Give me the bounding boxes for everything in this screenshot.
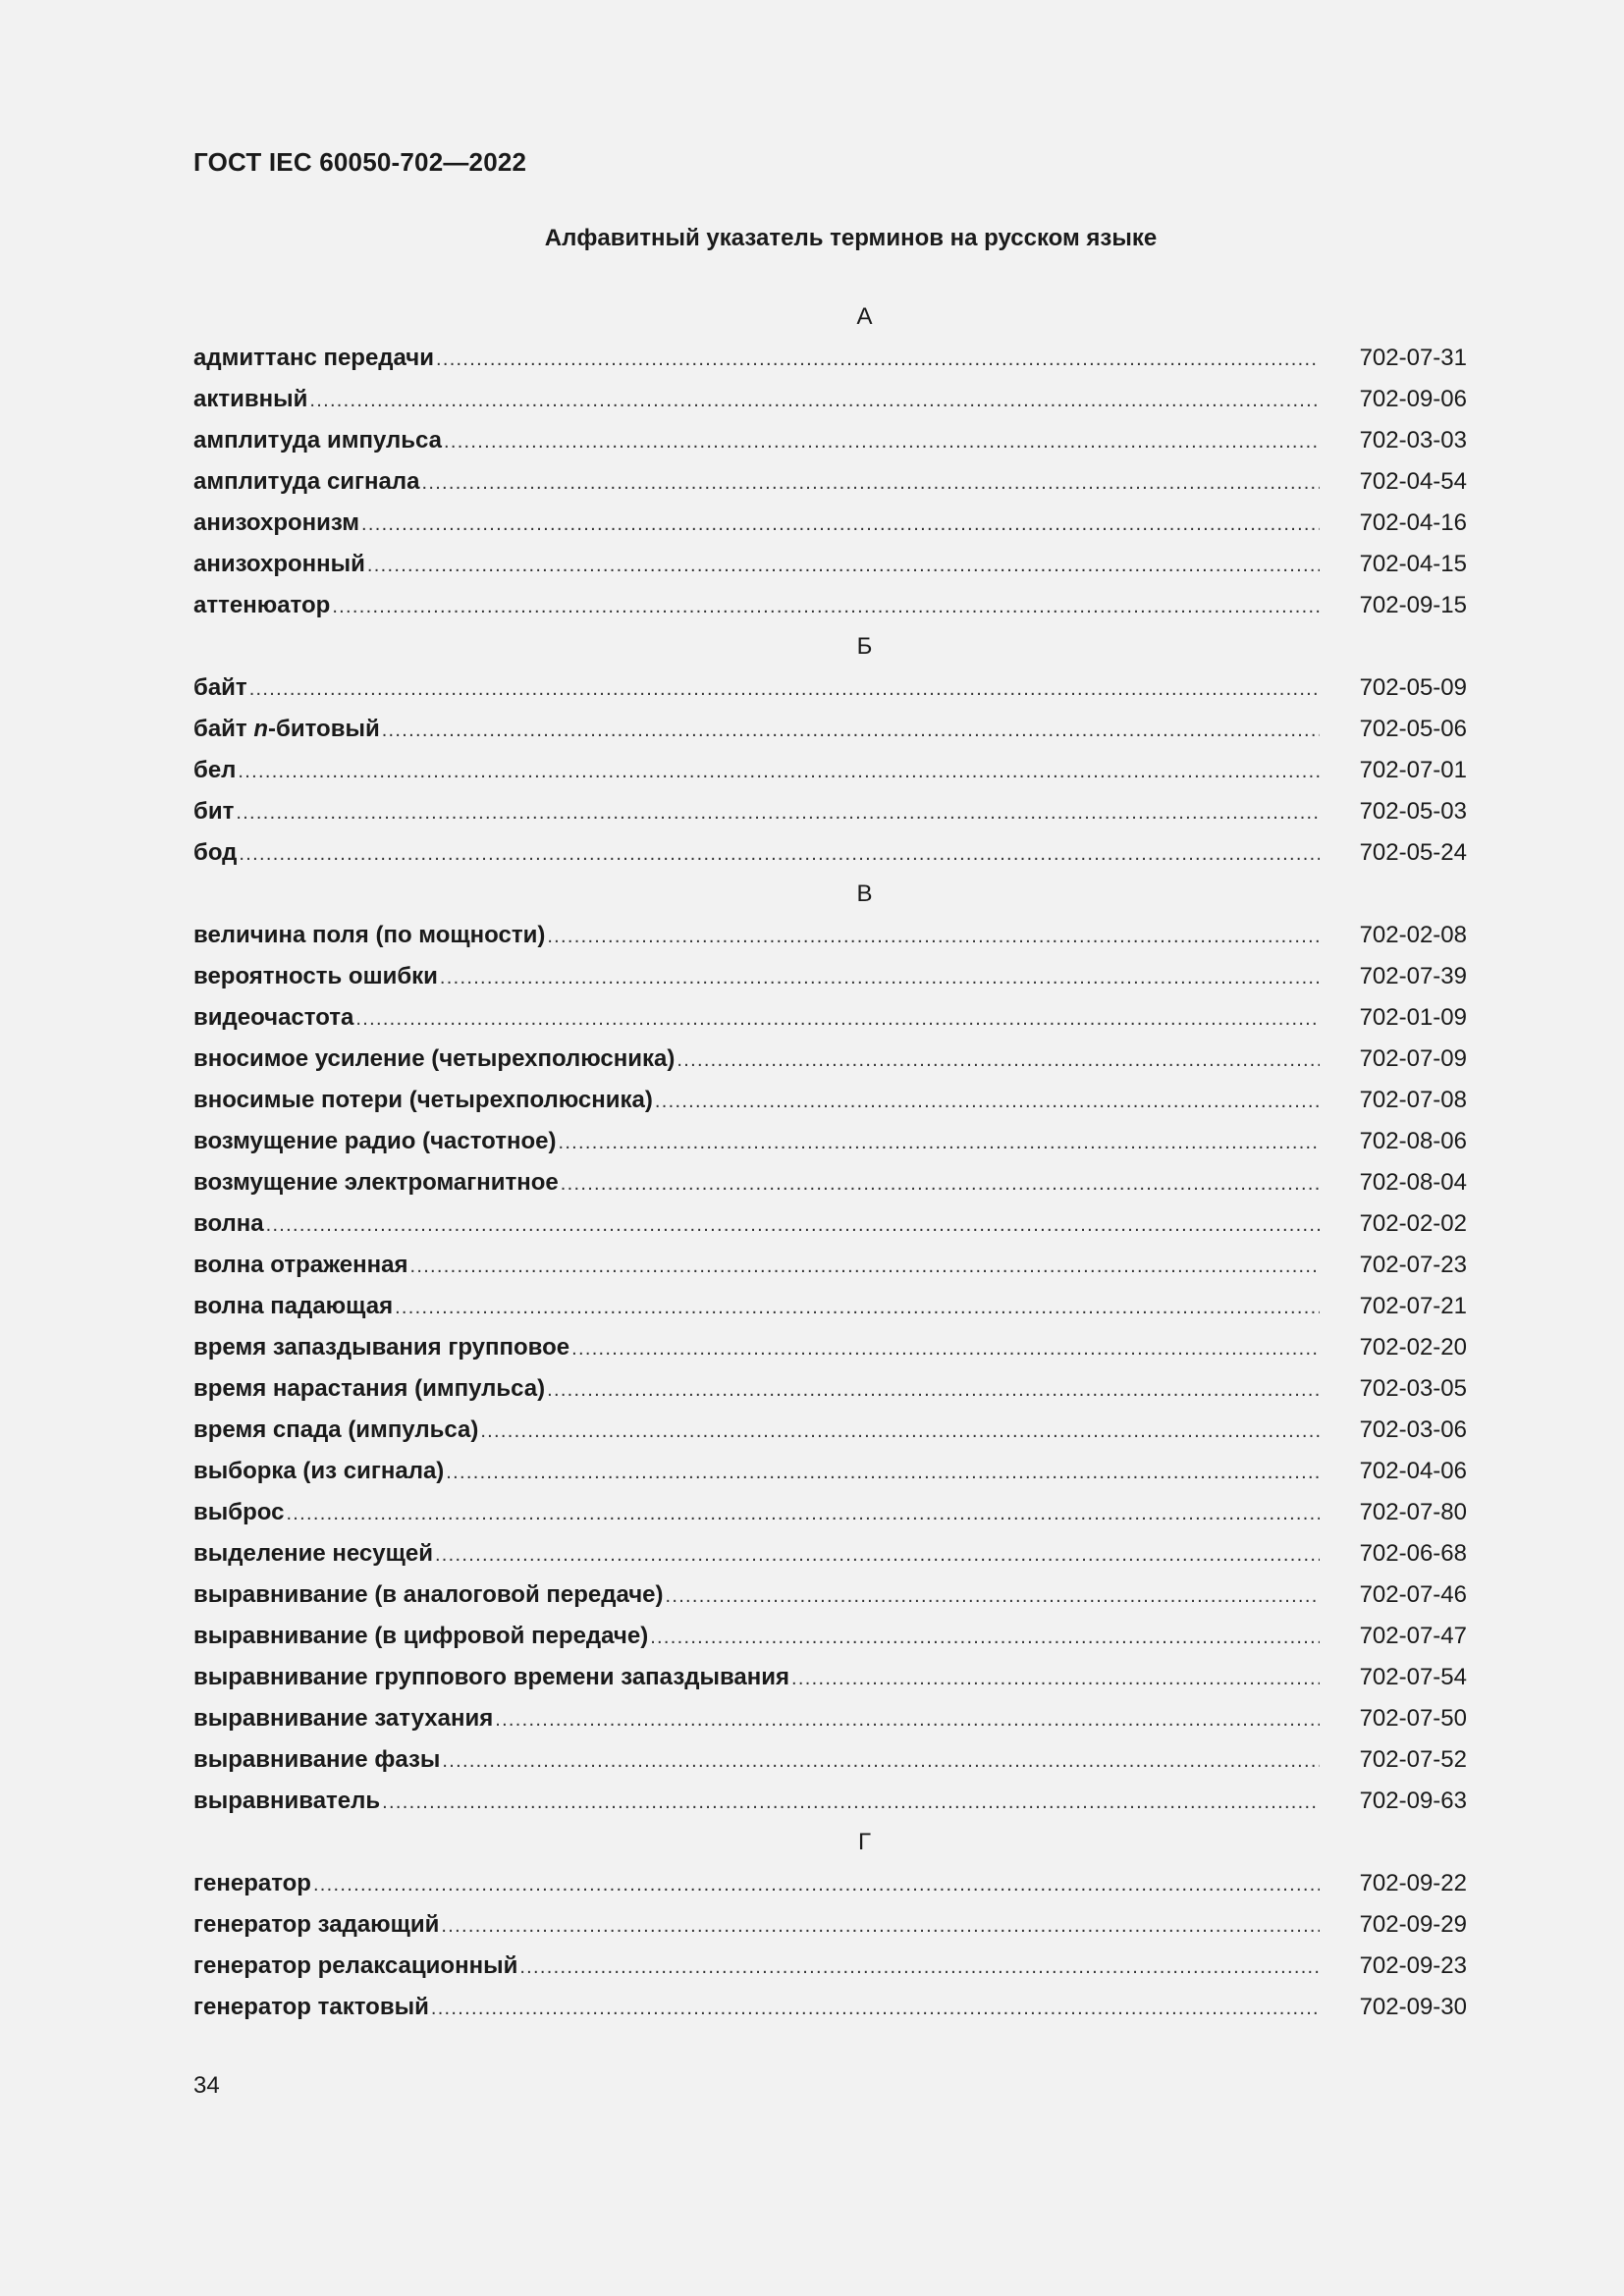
entry-term: байт [193,674,247,701]
index-entry [193,1575,1467,1616]
entry-term: адмиттанс передачи [193,345,434,371]
entry-term: бит [193,798,235,825]
entry-code: 702-07-09 [1359,1045,1467,1072]
entry-code: 702-03-06 [1359,1416,1467,1443]
index-entry [193,1410,1467,1451]
index-entry [193,1368,1467,1410]
entry-code: 702-07-47 [1359,1623,1467,1649]
entry-code: 702-07-21 [1359,1293,1467,1319]
entry-term: генератор релаксационный [193,1952,518,1979]
index-entry [193,1698,1467,1739]
entry-term [193,709,382,750]
dot-leader [655,1081,1320,1122]
entry-code: 702-05-24 [1359,839,1467,866]
entry-code: 702-09-23 [1359,1952,1467,1979]
entry-term: вносимые потери (четырехполюсника) [193,1087,653,1113]
dot-leader [367,545,1320,586]
dot-leader [519,1947,1320,1988]
index-entry [193,1451,1467,1492]
entry-code: 702-08-06 [1359,1128,1467,1154]
dot-leader [395,1287,1320,1328]
index-entry [193,750,1467,791]
entry-term: волна [193,1210,264,1237]
index-entry [193,832,1467,874]
entry-term: выброс [193,1499,285,1525]
entry-code: 702-02-08 [1359,922,1467,948]
entry-term: время запаздывания групповое [193,1334,570,1361]
index-entry [193,791,1467,832]
index-entry [193,915,1467,956]
entry-code: 702-07-08 [1359,1087,1467,1113]
index-entry [193,1657,1467,1698]
entry-code: 702-07-39 [1359,963,1467,989]
index-entry [193,1987,1467,2028]
entry-term: амплитуда импульса [193,427,442,454]
section-letter-v: В [856,881,873,907]
index-entry [193,1203,1467,1245]
dot-leader [309,380,1320,421]
index-entry [193,956,1467,997]
entry-code: 702-07-54 [1359,1664,1467,1690]
entry-term: волна падающая [193,1293,394,1319]
entry-code: 702-04-15 [1359,551,1467,577]
entry-code: 702-09-30 [1359,1994,1467,2020]
index-entry [193,1904,1467,1946]
dot-leader [313,1864,1320,1905]
dot-leader [480,1411,1320,1452]
entry-code: 702-07-52 [1359,1746,1467,1773]
entry-code: 702-06-68 [1359,1540,1467,1567]
entry-code: 702-04-16 [1359,509,1467,536]
dot-leader [650,1617,1320,1658]
entry-term: бел [193,757,237,783]
entry-code: 702-09-63 [1359,1788,1467,1814]
dot-leader [436,339,1320,380]
index-entry [193,1080,1467,1121]
dot-leader [547,1369,1320,1411]
index-entry [193,1946,1467,1987]
dot-leader [444,421,1320,462]
entry-term: генератор задающий [193,1911,440,1938]
index-entry [193,1739,1467,1781]
entry-term: активный [193,386,308,412]
entry-code: 702-05-06 [1359,716,1467,742]
dot-leader [446,1452,1320,1493]
index-entry [193,1781,1467,1822]
dot-leader [239,833,1320,875]
dot-leader [409,1246,1320,1287]
entry-code: 702-07-50 [1359,1705,1467,1732]
index-entry [193,379,1467,420]
index-entry [193,338,1467,379]
index-entry [193,1121,1467,1162]
entry-code: 702-05-03 [1359,798,1467,825]
dot-leader [236,792,1320,833]
section-letter-g: Г [858,1829,871,1855]
index-entry [193,420,1467,461]
page-number: 34 [193,2072,220,2099]
entry-code: 702-01-09 [1359,1004,1467,1031]
entry-term: выравниватель [193,1788,381,1814]
entry-code: 702-05-09 [1359,674,1467,701]
dot-leader [421,462,1320,504]
entry-code: 702-02-20 [1359,1334,1467,1361]
index-entry [193,1286,1467,1327]
index-entry [193,1327,1467,1368]
index-entry [193,1039,1467,1080]
entry-term: генератор тактовый [193,1994,429,2020]
index-entry [193,1162,1467,1203]
dot-leader [441,1905,1320,1947]
index-entry [193,544,1467,585]
dot-leader [442,1740,1320,1782]
entry-term: выделение несущей [193,1540,433,1567]
index-entry [193,1863,1467,1904]
dot-leader [791,1658,1320,1699]
entry-term: видеочастота [193,1004,354,1031]
index-entry [193,461,1467,503]
dot-leader [677,1040,1320,1081]
dot-leader [440,957,1320,998]
entry-term: анизохронный [193,551,365,577]
index-entry [193,667,1467,709]
dot-leader [435,1534,1320,1575]
dot-leader [361,504,1320,545]
entry-term: вносимое усиление (четырехполюсника) [193,1045,676,1072]
entry-term-suffix: -битовый [268,716,380,742]
index-entry [193,1616,1467,1657]
section-letter-a: А [856,303,873,330]
entry-code: 702-07-01 [1359,757,1467,783]
section-letter-b: Б [856,633,873,660]
dot-leader [382,1782,1320,1823]
index-entry [193,709,1467,750]
entry-term: бод [193,839,238,866]
dot-leader [238,751,1320,792]
dot-leader [571,1328,1320,1369]
index-entry [193,997,1467,1039]
dot-leader [561,1163,1320,1204]
entry-term: возмущение радио (частотное) [193,1128,557,1154]
dot-leader [382,710,1320,751]
dot-leader [495,1699,1320,1740]
index-entry [193,503,1467,544]
dot-leader [332,586,1320,627]
entry-code: 702-09-29 [1359,1911,1467,1938]
entry-term: выборка (из сигнала) [193,1458,445,1484]
dot-leader [558,1122,1320,1163]
entry-code: 702-02-02 [1359,1210,1467,1237]
entry-term: выравнивание группового времени запаздывания [193,1664,790,1690]
entry-term: анизохронизм [193,509,359,536]
entry-term: время нарастания (импульса) [193,1375,546,1402]
entry-term: выравнивание затухания [193,1705,494,1732]
entry-term-italic: n [253,716,269,742]
entry-code: 702-09-15 [1359,592,1467,618]
entry-code: 702-04-54 [1359,468,1467,495]
entry-code: 702-04-06 [1359,1458,1467,1484]
entry-term: время спада (импульса) [193,1416,479,1443]
entry-term: генератор [193,1870,311,1896]
dot-leader [665,1575,1320,1617]
entry-code: 702-09-22 [1359,1870,1467,1896]
entry-term: аттенюатор [193,592,331,618]
entry-code: 702-03-03 [1359,427,1467,454]
entry-term: выравнивание (в аналоговой передаче) [193,1581,664,1608]
entry-code: 702-09-06 [1359,386,1467,412]
entry-code: 702-07-31 [1359,345,1467,371]
entry-term: волна отраженная [193,1252,408,1278]
entry-code: 702-07-80 [1359,1499,1467,1525]
entry-code: 702-07-46 [1359,1581,1467,1608]
entry-term: амплитуда сигнала [193,468,420,495]
document-header: ГОСТ IEC 60050-702—2022 [193,147,527,177]
entry-term-prefix: байт [193,716,254,742]
dot-leader [431,1988,1320,2029]
entry-term: возмущение электромагнитное [193,1169,559,1196]
entry-term: вероятность ошибки [193,963,438,989]
dot-leader [355,998,1320,1040]
entry-term: величина поля (по мощности) [193,922,546,948]
index-title: Алфавитный указатель терминов на русском языке [544,225,1158,251]
entry-code: 702-07-23 [1359,1252,1467,1278]
index-entry [193,1245,1467,1286]
entry-term: выравнивание фазы [193,1746,441,1773]
dot-leader [266,1204,1320,1246]
entry-code: 702-08-04 [1359,1169,1467,1196]
dot-leader [249,668,1320,710]
term-index [193,296,1467,2028]
index-entry [193,585,1467,626]
index-entry [193,1533,1467,1575]
dot-leader [547,916,1320,957]
entry-term: выравнивание (в цифровой передаче) [193,1623,649,1649]
dot-leader [286,1493,1320,1534]
index-entry [193,1492,1467,1533]
entry-code: 702-03-05 [1359,1375,1467,1402]
